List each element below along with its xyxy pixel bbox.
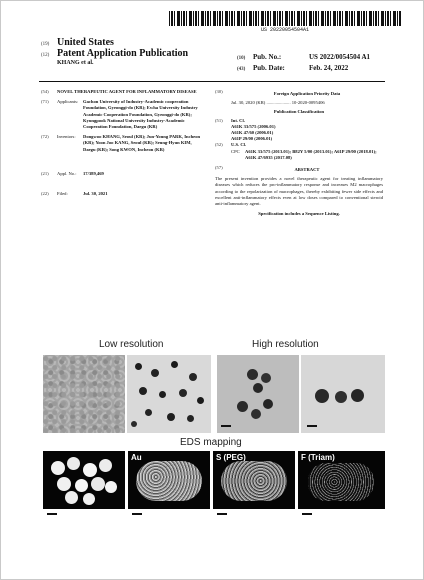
header-right — [237, 53, 387, 72]
eds-panel-s-peg — [213, 451, 295, 509]
code-19: (19) — [41, 42, 50, 47]
pub-class-title: Publication Classification — [273, 109, 325, 115]
scale-bar — [217, 513, 227, 515]
sequence-listing-note: Specification includes a Sequence Listing. — [258, 211, 340, 217]
first-inventor: KHANG et al. — [57, 60, 94, 66]
int-cl-2: A61K 47/60 (2006.01) — [231, 130, 274, 136]
bibliographic-right: (30) Foreign Application Priority Data Jul. 30, 2020 (KR) ..................... 10-2020-0095406 Publication Classification (51) Int. Cl. A61K 33/575 (2006.01) A61K 47/60 (2006.01) A61P 29/00 (2006.01) (52) U.S. Cl. CPC A61K 33/575 (2013.01); B82Y 5/00 (2013.01); A61P 29/00 (2018.01); A61K 47/6935 (2017.08) (57) ABSTRACT The present invention provides a novel therapeutic agent for treating inflammatory diseases which reduces the pro-inflammatory response and increases M2 macrophages according to the repolarization of macrophages, thereby exhibiting fewer side effects and excellent anti-inflammatory effects even at low doses compared to conventional steroid anti-inflammatory agent. Specification includes a Sequence Listing. — [215, 89, 383, 217]
int-cl-label: Int. Cl. — [231, 117, 245, 123]
code-12: (12) — [41, 53, 50, 58]
scale-bar — [132, 513, 142, 515]
eds-s-peg-label: S (PEG) — [216, 453, 246, 462]
abstract-title: ABSTRACT — [294, 167, 320, 173]
bibliographic-left: (54) NOVEL THERAPEUTIC AGENT FOR INFLAMMATORY DISEASE (71) Applicants: Gachon University of Industry-Academic cooperation Foundation, Gyeonggi-do (KR); Ewha University Industry Academic Cooperation Foundation, Gyeonggi-do (KR); Kyungpook National University Industry-Academic Cooperation Foundation, Daegu (KR) (72) Inventors: Dongwoo KHANG, Seoul (KR); Jun-Young PARK, Incheon (KR); Yoon Joo KANG, Seoul (KR); Seung-Hyun KIM, Daegu (KR); Song KWON, Incheon (KR) (21) Appl. No.: 17/389,469 (22) Filed: Jul. 30, 2021 — [41, 89, 205, 201]
document-type: Patent Application Publication — [57, 48, 189, 59]
abstract-text: The present invention provides a novel therapeutic agent for treating inflammatory diseases which reduces the pro-inflammatory response and increases M2 macrophages according to the repolarization of macrophages, thereby exhibiting fewer side effects and excellent anti-inflammatory effects even at low doses compared to conventional steroid anti-inflammatory agent. — [215, 176, 383, 207]
barcode — [169, 11, 401, 26]
scale-bar — [302, 513, 312, 515]
tem-high-res-panel-2 — [301, 355, 385, 433]
scale-bar — [307, 425, 317, 427]
eds-panel-au — [128, 451, 210, 509]
eds-panel-f-triam — [298, 451, 385, 509]
us-cl-label: U.S. Cl. — [231, 142, 247, 148]
scale-bar — [47, 513, 57, 515]
code-43: (43) — [237, 67, 246, 72]
eds-au-label: Au — [131, 453, 142, 462]
sem-low-res-panel-1 — [43, 355, 125, 433]
code-10: (10) — [237, 56, 246, 61]
applicants: Gachon University of Industry-Academic cooperation Foundation, Gyeonggi-do (KR); Ewha University Industry Academic Cooperation Foundation, Gyeonggi-do (KR); Kyungpook National University Industry-Academic Cooperation Foundation, Daegu (KR) — [83, 99, 198, 130]
country-name: United States — [57, 37, 114, 48]
header-rule — [39, 81, 385, 82]
eds-f-triam-label: F (Triam) — [301, 453, 335, 462]
application-number: 17/389,469 — [83, 170, 104, 176]
pub-date: Feb. 24, 2022 — [309, 64, 349, 72]
tem-high-res-panel-1 — [217, 355, 299, 433]
scale-bar — [221, 425, 231, 427]
barcode-number: US 20220054504A1 — [260, 27, 309, 33]
eds-panel-overview — [43, 451, 125, 509]
filing-date: Jul. 30, 2021 — [83, 191, 108, 197]
cpc-text: A61K 33/575 (2013.01); B82Y 5/00 (2013.01); A61P 29/00 (2018.01); A61K 47/6935 (2017.08) — [245, 148, 377, 160]
pub-date-label: Pub. Date: — [253, 64, 285, 72]
label-low-resolution: Low resolution — [99, 339, 164, 350]
int-cl-3: A61P 29/00 (2006.01) — [231, 136, 273, 142]
invention-title: NOVEL THERAPEUTIC AGENT FOR INFLAMMATORY DISEASE — [57, 89, 197, 94]
cpc-label: CPC — [231, 148, 240, 154]
pub-no-label: Pub. No.: — [253, 53, 282, 61]
representative-figure — [41, 335, 387, 525]
header-left — [41, 37, 237, 66]
label-eds-mapping: EDS mapping — [180, 437, 242, 448]
int-cl-1: A61K 33/575 (2006.01) — [231, 123, 276, 129]
priority-line: Jul. 30, 2020 (KR) ..................... 10-2020-0095406 — [231, 100, 325, 106]
sem-low-res-panel-2 — [127, 355, 211, 433]
pub-number: US 2022/0054504 A1 — [309, 53, 371, 61]
inventors: Dongwoo KHANG, Seoul (KR); Jun-Young PARK, Incheon (KR); Yoon Joo KANG, Seoul (KR); Seung-Hyun KIM, Daegu (KR); Song KWON, Incheon (KR) — [83, 134, 201, 152]
priority-title: Foreign Application Priority Data — [273, 91, 341, 96]
label-high-resolution: High resolution — [252, 339, 319, 350]
